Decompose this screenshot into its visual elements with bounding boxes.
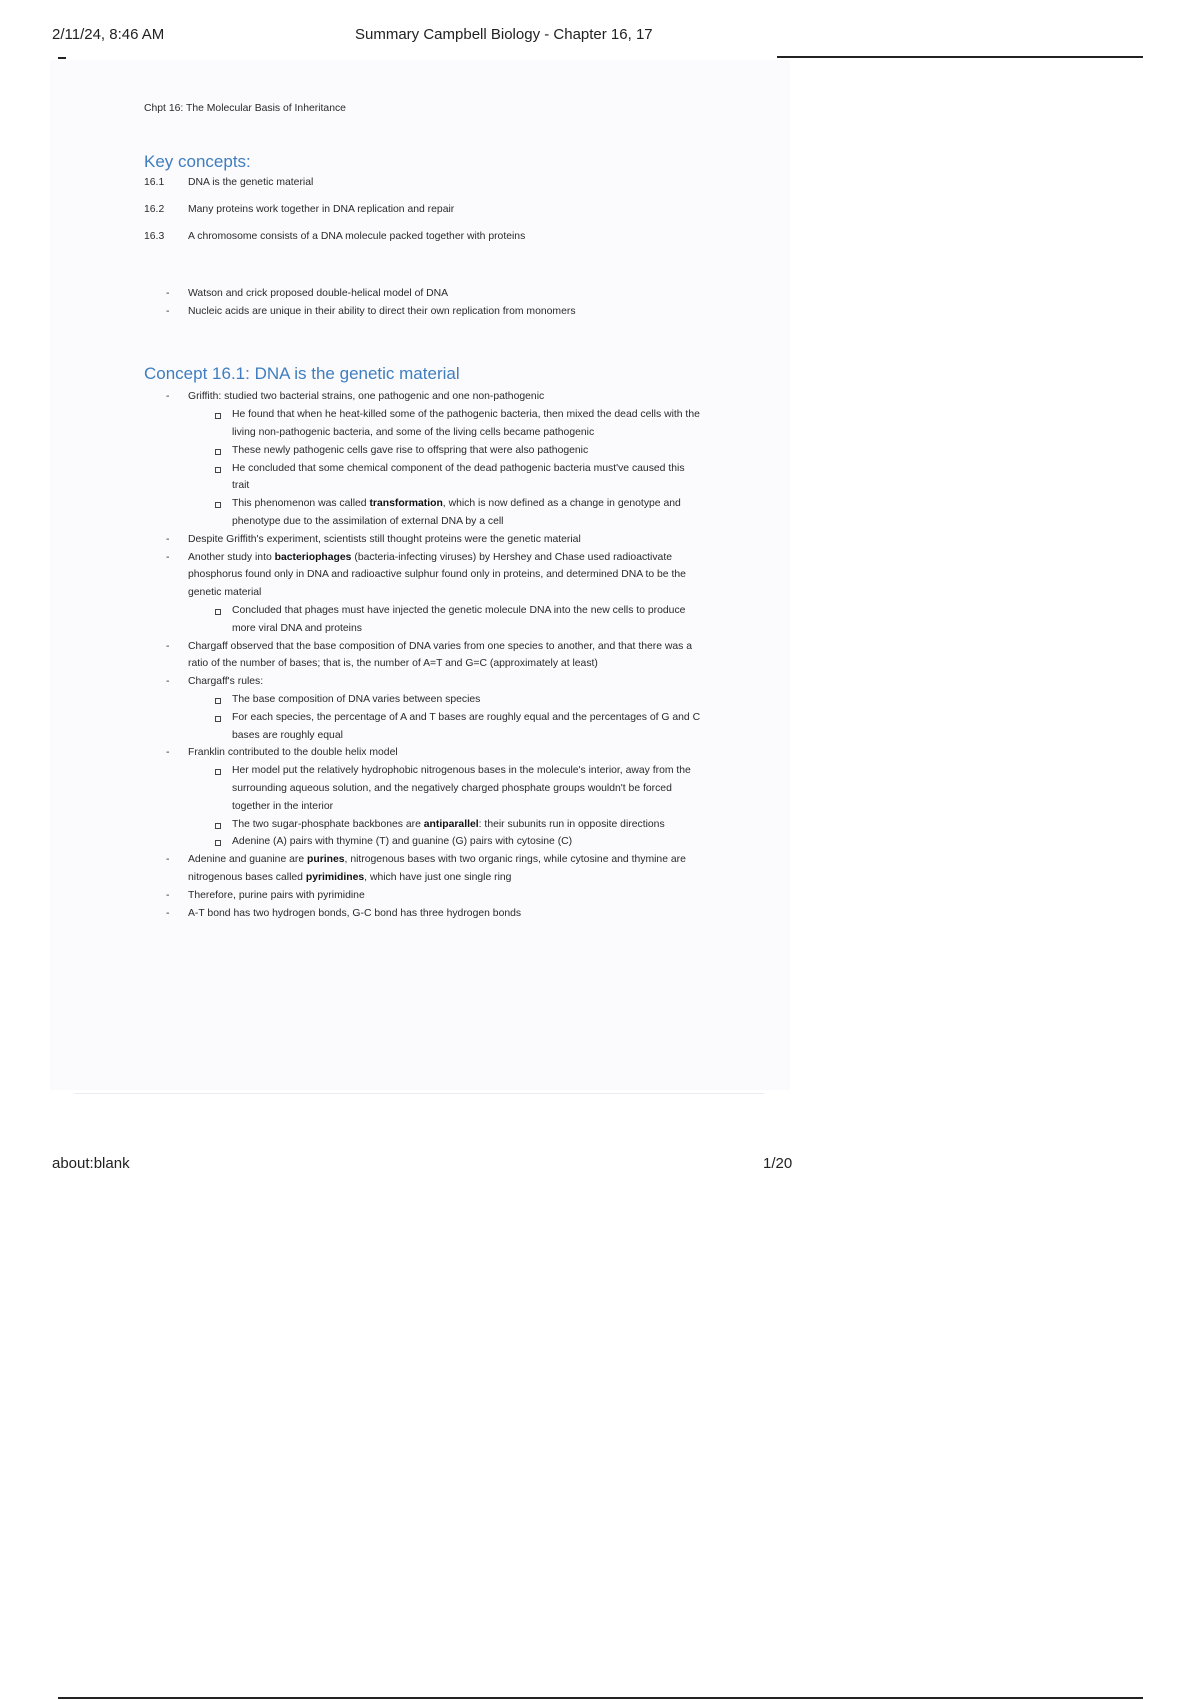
term-antiparallel: antiparallel — [423, 818, 479, 830]
print-footer-page: 1/20 — [763, 1155, 793, 1172]
print-title: Summary Campbell Biology - Chapter 16, 17 — [355, 26, 653, 43]
sub-bullet: For each species, the percentage of A and T bases are roughly equal and the percentages of G and C bases are roughly equal — [188, 709, 704, 745]
key-concept-item — [144, 228, 704, 255]
sub-bullet-list — [188, 602, 704, 638]
bullet-chargaff-rules: - Chargaff's rules: The base composition of DNA varies between species For each species, the percentage of A and T bases are roughly equal and the percentages of G and C bases are roughly equal — [144, 673, 704, 744]
concept-number: 16.3 — [144, 230, 165, 242]
key-concept-item — [144, 174, 704, 201]
footer-rule — [58, 1697, 1143, 1699]
print-datetime: 2/11/24, 8:46 AM — [52, 26, 165, 43]
header-rule — [777, 56, 1143, 58]
sub-bullet-list — [188, 762, 704, 851]
key-concepts-list — [144, 174, 704, 255]
print-footer-url: about:blank — [52, 1155, 130, 1172]
key-concept-item — [144, 201, 704, 228]
bullet-chargaff-observed: - Chargaff observed that the base composition of DNA varies from one species to another, and that there was a ratio of the number of bases; that is, the number of A=T and G=C (approximately at least) — [144, 638, 704, 674]
bullet-purines: - Adenine and guanine are purines, nitrogenous bases with two organic rings, while cytosine and thymine are nitrogenous bases called pyrimidines, which have just one single ring — [144, 851, 704, 887]
term-purines: purines — [307, 854, 345, 866]
concept-bullet-list — [144, 388, 704, 922]
sub-bullet: This phenomenon was called transformation, which is now defined as a change in genotype and phenotype due to the assimilation of external DNA by a cell — [188, 495, 704, 531]
concept-text: A chromosome consists of a DNA molecule packed together with proteins — [188, 230, 526, 242]
document-body — [144, 100, 704, 922]
concept-number: 16.2 — [144, 203, 165, 215]
sub-bullet: These newly pathogenic cells gave rise to offspring that were also pathogenic — [188, 442, 704, 460]
bullet-despite: - Despite Griffith's experiment, scientists still thought proteins were the genetic material — [144, 531, 704, 549]
bullet-hydrogen: - A-T bond has two hydrogen bonds, G-C bond has three hydrogen bonds — [144, 905, 704, 923]
term-pyrimidines: pyrimidines — [305, 871, 365, 883]
print-header — [52, 26, 1144, 48]
intro-bullet-list — [144, 285, 704, 321]
sub-bullet-list — [188, 406, 704, 531]
page-edge — [74, 1093, 764, 1094]
sub-bullet: Concluded that phages must have injected the genetic molecule DNA into the new cells to produce more viral DNA and proteins — [188, 602, 704, 638]
concept-number: 16.1 — [144, 176, 165, 188]
bullet-griffith — [144, 388, 704, 530]
concept-text: Many proteins work together in DNA replication and repair — [188, 203, 455, 215]
bullet-franklin: - Franklin contributed to the double helix model Her model put the relatively hydrophobic nitrogenous bases in the molecule's interior, away from the surrounding aqueous solution, and the negatively charged phosphate groups wouldn't be forced together in the interior The two sugar-phosphate backbones are antiparallel: their subunits run in opposite directions Adenine (A) pairs with thymine (T) and guanine (G) pairs with cytosine (C) — [144, 744, 704, 851]
intro-bullet: - Nucleic acids are unique in their ability to direct their own replication from monomers — [144, 303, 704, 321]
sub-bullet: He concluded that some chemical component of the dead pathogenic bacteria must've caused this trait — [188, 460, 704, 496]
concept-text: DNA is the genetic material — [188, 176, 314, 188]
bullet-therefore: - Therefore, purine pairs with pyrimidine — [144, 887, 704, 905]
concept-16-1-heading: Concept 16.1: DNA is the genetic material — [144, 364, 460, 384]
chapter-title: Chpt 16: The Molecular Basis of Inheritance — [144, 103, 346, 114]
intro-bullet: - Watson and crick proposed double-helical model of DNA — [144, 285, 704, 303]
bullet-bacteriophages: - Another study into bacteriophages (bacteria-infecting viruses) by Hershey and Chase used radioactivate phosphorus found only in DNA and radioactive sulphur found only in proteins, and determined DNA to be the genetic material Concluded that phages must have injected the genetic molecule DNA into the new cells to produce more viral DNA and proteins — [144, 549, 704, 638]
term-transformation: transformation — [369, 498, 443, 510]
sub-bullet: He found that when he heat-killed some of the pathogenic bacteria, then mixed the dead cells with the living non-pathogenic bacteria, and some of the living cells became pathogenic — [188, 406, 704, 442]
sub-bullet-list — [188, 691, 704, 744]
sub-bullet: The two sugar-phosphate backbones are antiparallel: their subunits run in opposite directions — [188, 816, 704, 834]
header-mark — [58, 57, 66, 59]
key-concepts-heading: Key concepts: — [144, 151, 251, 171]
sub-bullet: Adenine (A) pairs with thymine (T) and guanine (G) pairs with cytosine (C) — [188, 833, 704, 851]
bullet-text: Griffith: studied two bacterial strains, one pathogenic and one non-pathogenic — [188, 391, 545, 403]
sub-bullet: Her model put the relatively hydrophobic nitrogenous bases in the molecule's interior, away from the surrounding aqueous solution, and the negatively charged phosphate groups wouldn't be forced together in the interior — [188, 762, 704, 815]
term-bacteriophages: bacteriophages — [274, 551, 352, 563]
sub-bullet: The base composition of DNA varies between species — [188, 691, 704, 709]
